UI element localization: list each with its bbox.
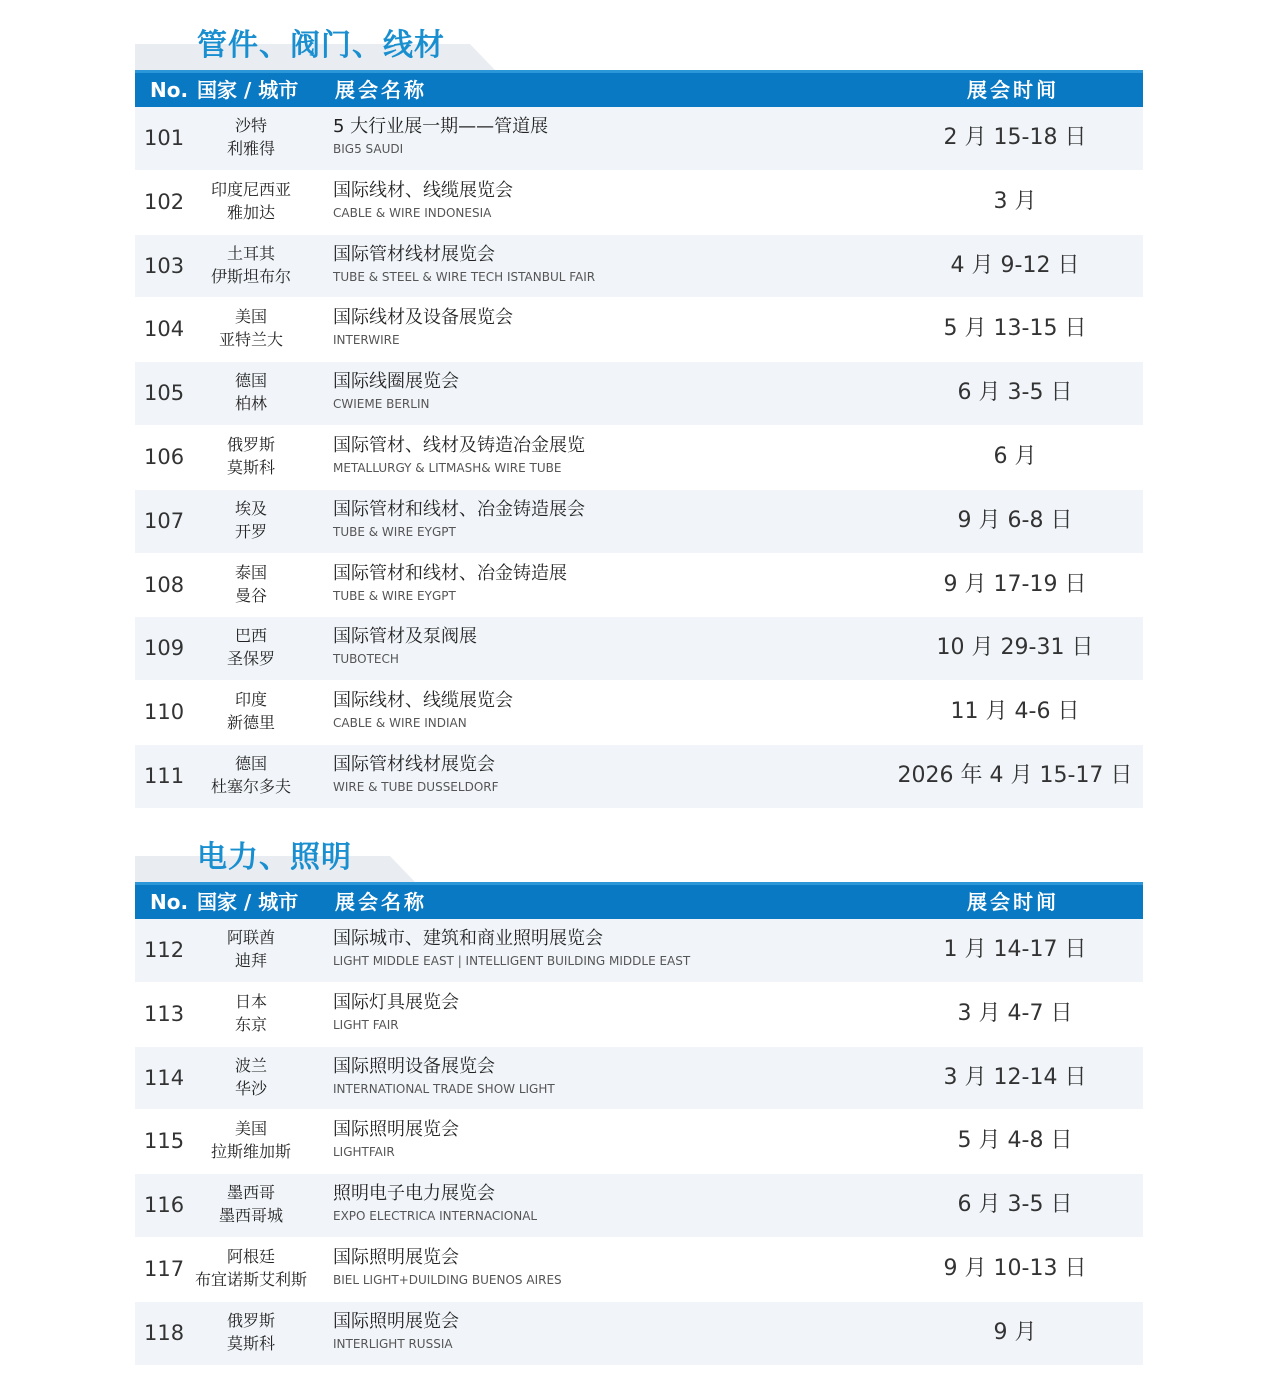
row-exhibition-name-en: LIGHT MIDDLE EAST | INTELLIGENT BUILDING MIDDLE EAST	[333, 954, 691, 968]
row-exhibition-date: 9 月 6-8 日	[957, 507, 1073, 533]
row-city: 东京	[234, 1014, 267, 1034]
row-exhibition-name-en: TUBE & WIRE EYGPT	[333, 588, 456, 603]
row-exhibition-date: 3 月 12-14 日	[943, 1064, 1087, 1090]
row-exhibition-name-en: LIGHT FAIR	[333, 1017, 399, 1032]
row-country: 德国	[234, 371, 267, 391]
row-country: 土耳其	[226, 243, 275, 263]
row-number: 115	[144, 1129, 185, 1154]
row-exhibition-date: 3 月 4-7 日	[957, 1000, 1073, 1026]
header-exhibition-name: 展会名称	[335, 890, 427, 914]
row-exhibition-date: 10 月 29-31 日	[936, 635, 1094, 661]
row-number: 102	[144, 189, 185, 214]
table-row	[135, 983, 1143, 1047]
table-row	[135, 171, 1143, 235]
row-country: 阿根廷	[226, 1246, 275, 1266]
row-exhibition-name-en: TUBOTECH	[333, 652, 399, 667]
table-row	[135, 1047, 1143, 1111]
row-exhibition-name-en: CABLE & WIRE INDIAN	[333, 716, 467, 731]
row-number: 111	[144, 763, 185, 788]
row-city: 布宜诺斯艾利斯	[194, 1269, 307, 1289]
row-city: 利雅得	[226, 139, 275, 158]
row-exhibition-date: 4 月 9-12 日	[950, 252, 1080, 278]
row-country: 日本	[234, 991, 267, 1011]
table-row	[135, 681, 1143, 745]
row-exhibition-date: 6 月 3-5 日	[957, 380, 1073, 406]
row-exhibition-date: 2 月 15-18 日	[943, 125, 1087, 150]
row-country: 印度尼西亚	[210, 179, 291, 199]
row-exhibition-date: 5 月 13-15 日	[943, 316, 1087, 342]
row-city: 亚特兰大	[218, 330, 283, 350]
row-exhibition-name-cn: 国际管材、线材及铸造冶金展览	[333, 434, 585, 456]
row-exhibition-name-cn: 照明电子电力展览会	[333, 1183, 495, 1205]
row-number: 118	[144, 1320, 185, 1345]
table-row	[135, 1238, 1143, 1302]
row-country: 美国	[234, 307, 267, 327]
table-body	[135, 107, 1143, 809]
section-power-lighting	[135, 840, 1143, 1366]
row-exhibition-name-en: LIGHTFAIR	[333, 1145, 395, 1160]
row-number: 103	[144, 253, 185, 278]
table-row	[135, 298, 1143, 362]
table-row	[135, 235, 1143, 299]
row-city: 曼谷	[234, 585, 267, 605]
row-exhibition-name-en: BIG5 SAUDI	[333, 142, 404, 156]
row-exhibition-name-cn: 国际照明设备展览会	[333, 1055, 495, 1077]
section-pipes-valves-wire	[135, 28, 1143, 809]
table-row	[135, 107, 1143, 171]
row-number: 108	[144, 572, 185, 597]
row-city: 墨西哥城	[218, 1206, 283, 1226]
header-country-city: 国家 / 城市	[197, 78, 299, 102]
row-country: 印度	[234, 690, 267, 710]
row-exhibition-name-en: METALLURGY & LITMASH& WIRE TUBE	[333, 460, 562, 475]
row-city: 莫斯科	[226, 457, 275, 477]
row-number: 101	[144, 126, 185, 150]
row-number: 106	[144, 444, 185, 469]
header-exhibition-name: 展会名称	[335, 78, 427, 102]
row-exhibition-name-cn: 国际城市、建筑和商业照明展览会	[333, 928, 603, 949]
row-exhibition-name-cn: 国际管材线材展览会	[333, 753, 495, 775]
row-exhibition-name-en: INTERWIRE	[333, 333, 400, 348]
table-row	[135, 554, 1143, 618]
row-country: 俄罗斯	[226, 434, 275, 454]
row-exhibition-name-cn: 国际线材、线缆展览会	[333, 690, 513, 712]
table-row	[135, 1302, 1143, 1366]
row-country: 波兰	[234, 1055, 267, 1075]
row-exhibition-name-cn: 国际管材和线材、冶金铸造展会	[333, 498, 585, 520]
row-country: 沙特	[234, 116, 267, 135]
row-exhibition-date: 1 月 14-17 日	[943, 937, 1087, 962]
row-exhibition-name-cn: 国际线材及设备展览会	[333, 307, 513, 329]
row-exhibition-date: 11 月 4-6 日	[950, 699, 1080, 725]
row-exhibition-date: 3 月	[993, 188, 1037, 214]
table-row	[135, 745, 1143, 809]
row-exhibition-name-cn: 国际线材、线缆展览会	[333, 179, 513, 201]
row-exhibition-name-en: TUBE & WIRE EYGPT	[333, 524, 456, 539]
row-city: 迪拜	[234, 951, 267, 970]
row-exhibition-name-cn: 国际管材及泵阀展	[333, 626, 477, 648]
row-country: 泰国	[234, 562, 267, 582]
header-exhibition-date: 展会时间	[967, 78, 1059, 102]
table-row	[135, 490, 1143, 554]
header-country-city: 国家 / 城市	[197, 890, 299, 914]
row-exhibition-name-en: EXPO ELECTRICA INTERNACIONAL	[333, 1209, 538, 1224]
row-exhibition-name-en: CWIEME BERLIN	[333, 397, 430, 412]
row-number: 104	[144, 317, 185, 342]
row-number: 105	[144, 381, 185, 406]
row-country: 巴西	[234, 626, 267, 646]
row-city: 拉斯维加斯	[210, 1142, 291, 1162]
section-title-bar	[135, 840, 1143, 882]
header-no: No.	[150, 890, 189, 914]
row-city: 莫斯科	[226, 1333, 275, 1353]
header-exhibition-date: 展会时间	[967, 890, 1059, 914]
table-header	[135, 70, 1143, 107]
table-row	[135, 426, 1143, 490]
row-exhibition-name-en: CABLE & WIRE INDONESIA	[333, 205, 492, 220]
table-header	[135, 882, 1143, 919]
row-country: 阿联酋	[226, 928, 275, 947]
row-city: 柏林	[234, 394, 267, 414]
row-exhibition-name-en: INTERNATIONAL TRADE SHOW LIGHT	[333, 1081, 555, 1096]
row-exhibition-date: 9 月 10-13 日	[943, 1255, 1087, 1281]
table-body	[135, 919, 1143, 1366]
row-country: 埃及	[234, 498, 267, 518]
row-number: 114	[144, 1065, 185, 1090]
section-title: 管件、阀门、线材	[197, 28, 445, 63]
row-exhibition-name-en: TUBE & STEEL & WIRE TECH ISTANBUL FAIR	[333, 269, 596, 284]
table-row	[135, 617, 1143, 681]
section-title: 电力、照明	[197, 840, 352, 875]
table-row	[135, 1174, 1143, 1238]
row-exhibition-date: 6 月	[993, 443, 1037, 469]
row-number: 107	[144, 508, 185, 533]
row-exhibition-date: 9 月 17-19 日	[943, 571, 1087, 597]
row-exhibition-name-en: BIEL LIGHT+DUILDING BUENOS AIRES	[333, 1272, 562, 1287]
row-exhibition-name-cn: 国际管材线材展览会	[333, 243, 495, 265]
row-exhibition-name-cn: 国际照明展览会	[333, 1246, 459, 1268]
table-row	[135, 1110, 1143, 1174]
row-city: 圣保罗	[226, 649, 275, 669]
table-row	[135, 919, 1143, 983]
row-country: 俄罗斯	[226, 1310, 275, 1330]
row-country: 德国	[234, 753, 267, 773]
header-no: No.	[150, 78, 189, 102]
section-title-bar	[135, 28, 1143, 70]
row-city: 杜塞尔多夫	[210, 776, 291, 796]
row-exhibition-date: 6 月 3-5 日	[957, 1192, 1073, 1218]
row-exhibition-name-cn: 国际线圈展览会	[333, 371, 459, 393]
row-city: 开罗	[234, 521, 267, 541]
row-exhibition-name-cn: 5 大行业展一期——管道展	[333, 116, 549, 137]
row-exhibition-date: 5 月 4-8 日	[957, 1128, 1073, 1154]
row-exhibition-date: 9 月	[993, 1319, 1037, 1345]
row-number: 109	[144, 636, 185, 661]
row-number: 116	[144, 1193, 185, 1218]
row-number: 117	[144, 1256, 185, 1281]
row-exhibition-name-cn: 国际照明展览会	[333, 1119, 459, 1141]
row-number: 113	[144, 1001, 185, 1026]
table-row	[135, 362, 1143, 426]
row-exhibition-date: 2026 年 4 月 15-17 日	[897, 762, 1133, 788]
row-number: 112	[144, 938, 185, 962]
row-city: 伊斯坦布尔	[210, 266, 291, 286]
row-country: 墨西哥	[226, 1183, 275, 1203]
row-country: 美国	[234, 1119, 267, 1139]
row-number: 110	[144, 700, 185, 725]
row-exhibition-name-cn: 国际管材和线材、冶金铸造展	[333, 562, 567, 584]
row-exhibition-name-en: WIRE & TUBE DUSSELDORF	[333, 779, 499, 794]
row-city: 雅加达	[226, 202, 275, 222]
row-city: 新德里	[226, 713, 275, 733]
row-exhibition-name-cn: 国际照明展览会	[333, 1310, 459, 1332]
row-city: 华沙	[234, 1078, 267, 1098]
row-exhibition-name-cn: 国际灯具展览会	[333, 991, 459, 1013]
row-exhibition-name-en: INTERLIGHT RUSSIA	[333, 1336, 453, 1351]
